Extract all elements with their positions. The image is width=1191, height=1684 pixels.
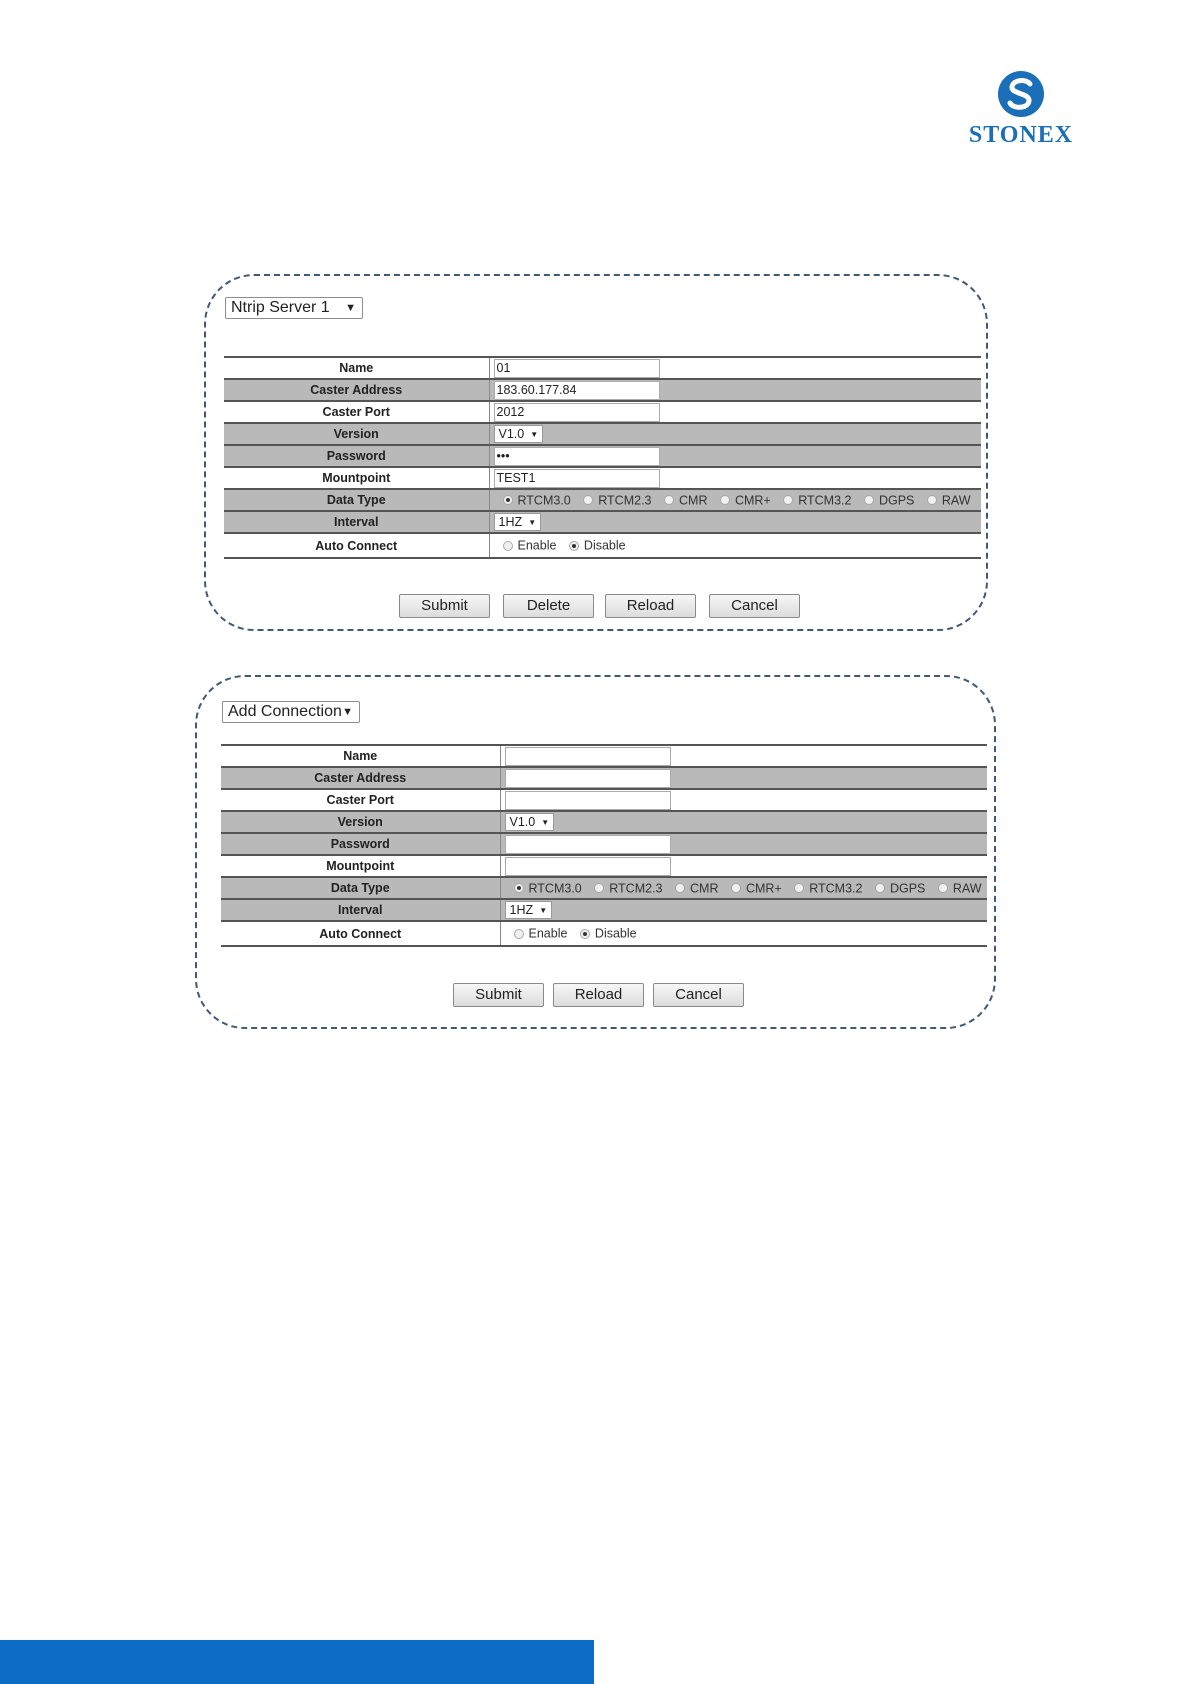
chevron-down-icon: ▼ [539, 906, 548, 915]
data-type-radio-rtcm30[interactable] [514, 883, 524, 893]
data-type-radio-rtcm32[interactable] [794, 883, 804, 893]
data-type-radio-rtcm32[interactable] [783, 495, 793, 505]
data-type-radio-cmr-plus[interactable] [731, 883, 741, 893]
radio-label: Disable [594, 926, 637, 941]
radio-label: CMR+ [745, 881, 782, 896]
add-connection-panel [195, 675, 996, 1029]
caster-port-input[interactable] [505, 791, 671, 810]
submit-button[interactable]: Submit [399, 594, 490, 618]
interval-select[interactable] [505, 901, 553, 919]
auto-connect-radio-group [489, 533, 981, 558]
caster-address-label: Caster Address [224, 379, 489, 401]
mountpoint-input[interactable]: TEST1 [494, 469, 660, 488]
interval-label: Interval [224, 511, 489, 533]
row-caster-address [221, 767, 987, 789]
name-label: Name [224, 357, 489, 379]
caster-address-input[interactable] [505, 769, 671, 788]
data-type-radio-group [489, 489, 981, 511]
row-caster-port [221, 789, 987, 811]
password-label: Password [221, 833, 500, 855]
data-type-radio-rtcm23[interactable] [594, 883, 604, 893]
radio-label: Enable [528, 926, 568, 941]
row-data-type [224, 489, 981, 511]
chevron-down-icon: ▼ [541, 818, 550, 827]
row-data-type [221, 877, 987, 899]
password-input[interactable]: ••• [494, 447, 660, 466]
radio-label: CMR [679, 493, 708, 508]
row-auto-connect [224, 533, 981, 558]
row-password [224, 445, 981, 467]
radio-label: Enable [517, 538, 557, 553]
row-password [221, 833, 987, 855]
data-type-radio-raw[interactable] [938, 883, 948, 893]
server-form-table [224, 356, 981, 559]
version-label: Version [221, 811, 500, 833]
connection-form-table [221, 744, 987, 947]
data-type-radio-raw[interactable] [927, 495, 937, 505]
password-label: Password [224, 445, 489, 467]
row-interval [224, 511, 981, 533]
ntrip-server-panel [204, 274, 988, 631]
row-version [221, 811, 987, 833]
row-name [224, 357, 981, 379]
data-type-radio-rtcm30[interactable] [503, 495, 513, 505]
auto-connect-enable-radio[interactable] [503, 541, 513, 551]
data-type-label: Data Type [221, 877, 500, 899]
caster-address-label: Caster Address [221, 767, 500, 789]
connection-selector-value: Add Connection [228, 703, 342, 720]
brand-name: STONEX [968, 122, 1074, 148]
name-input[interactable]: 01 [494, 359, 660, 378]
radio-label: CMR [690, 881, 719, 896]
version-label: Version [224, 423, 489, 445]
interval-select[interactable] [494, 513, 542, 531]
server-selector[interactable] [225, 297, 363, 319]
caster-port-input[interactable]: 2012 [494, 403, 660, 422]
interval-label: Interval [221, 899, 500, 921]
auto-connect-disable-radio[interactable] [569, 541, 579, 551]
row-name [221, 745, 987, 767]
version-select[interactable] [505, 813, 555, 831]
auto-connect-radio-group [500, 921, 987, 946]
reload-button[interactable]: Reload [553, 983, 644, 1007]
row-caster-port [224, 401, 981, 423]
auto-connect-label: Auto Connect [224, 533, 489, 558]
radio-label: RTCM3.0 [517, 493, 571, 508]
row-auto-connect [221, 921, 987, 946]
data-type-label: Data Type [224, 489, 489, 511]
data-type-radio-group [500, 877, 987, 899]
radio-label: CMR+ [734, 493, 771, 508]
radio-label: RTCM2.3 [609, 881, 663, 896]
auto-connect-enable-radio[interactable] [514, 929, 524, 939]
name-input[interactable] [505, 747, 671, 766]
radio-label: DGPS [889, 881, 926, 896]
auto-connect-disable-radio[interactable] [580, 929, 590, 939]
chevron-down-icon: ▼ [530, 430, 539, 439]
row-mountpoint [221, 855, 987, 877]
radio-label: RTCM3.0 [528, 881, 582, 896]
caster-port-label: Caster Port [221, 789, 500, 811]
auto-connect-label: Auto Connect [221, 921, 500, 946]
caster-address-input[interactable]: 183.60.177.84 [494, 381, 660, 400]
chevron-down-icon: ▼ [528, 518, 537, 527]
row-mountpoint [224, 467, 981, 489]
radio-label: RAW [952, 881, 982, 896]
password-input[interactable] [505, 835, 671, 854]
radio-label: RTCM2.3 [598, 493, 652, 508]
stonex-logo-icon [997, 70, 1045, 118]
mountpoint-input[interactable] [505, 857, 671, 876]
data-type-radio-dgps[interactable] [875, 883, 885, 893]
version-select[interactable] [494, 425, 544, 443]
connection-selector[interactable] [222, 701, 360, 723]
data-type-radio-cmr[interactable] [664, 495, 674, 505]
mountpoint-label: Mountpoint [221, 855, 500, 877]
chevron-down-icon: ▼ [345, 302, 356, 314]
chevron-down-icon: ▼ [342, 706, 353, 718]
mountpoint-label: Mountpoint [224, 467, 489, 489]
submit-button[interactable]: Submit [453, 983, 544, 1007]
interval-value: 1HZ [509, 903, 534, 917]
data-type-radio-cmr-plus[interactable] [720, 495, 730, 505]
cancel-button[interactable]: Cancel [709, 594, 800, 618]
brand-logo [962, 70, 1080, 148]
interval-value: 1HZ [498, 515, 523, 529]
name-label: Name [221, 745, 500, 767]
radio-label: RTCM3.2 [809, 881, 863, 896]
row-version [224, 423, 981, 445]
radio-label: RAW [941, 493, 971, 508]
radio-label: Disable [583, 538, 626, 553]
radio-label: RTCM3.2 [798, 493, 852, 508]
row-interval [221, 899, 987, 921]
data-type-radio-rtcm23[interactable] [583, 495, 593, 505]
data-type-radio-cmr[interactable] [675, 883, 685, 893]
footer-bar [0, 1640, 594, 1684]
reload-button[interactable]: Reload [605, 594, 696, 618]
data-type-radio-dgps[interactable] [864, 495, 874, 505]
version-value: V1.0 [509, 815, 536, 829]
delete-button[interactable]: Delete [503, 594, 594, 618]
radio-label: DGPS [878, 493, 915, 508]
server-selector-value: Ntrip Server 1 [231, 299, 330, 316]
row-caster-address [224, 379, 981, 401]
cancel-button[interactable]: Cancel [653, 983, 744, 1007]
version-value: V1.0 [498, 427, 525, 441]
caster-port-label: Caster Port [224, 401, 489, 423]
